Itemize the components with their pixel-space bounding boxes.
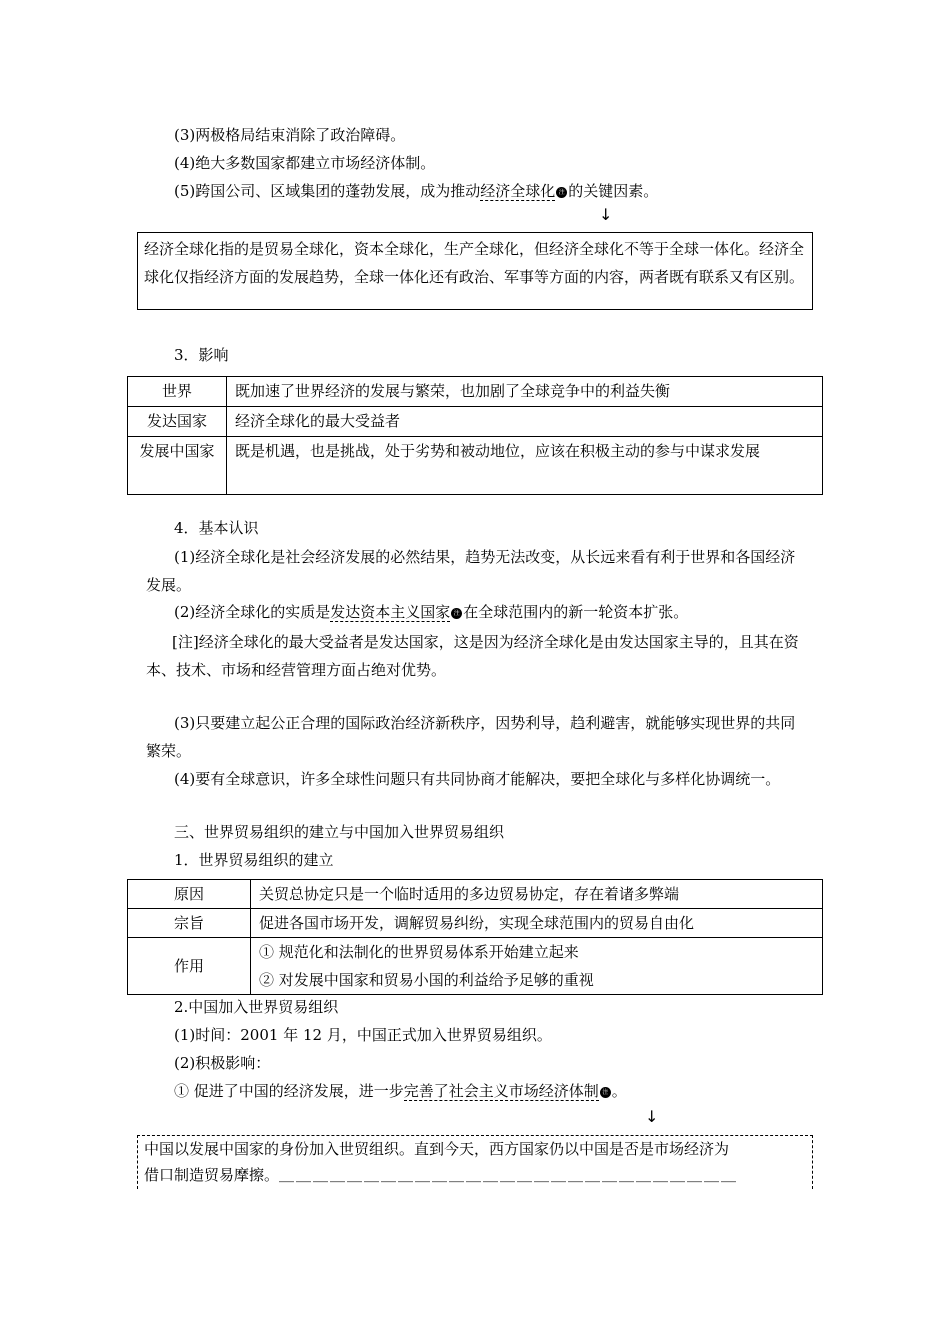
note-badge-icon: 注 — [600, 1087, 611, 1098]
dashed-underline: ＿＿＿＿＿＿＿＿＿＿＿＿＿＿＿＿＿＿＿＿＿＿＿＿＿＿＿ — [279, 1166, 739, 1184]
p2-highlight: 发达资本主义国家 — [330, 603, 451, 621]
note-badge-icon: 注 — [451, 608, 462, 619]
note-line-2-text: 借口制造贸易摩擦。 — [144, 1166, 280, 1184]
item5-highlight: 经济全球化 — [480, 182, 556, 200]
impact1-suffix: 。 — [611, 1082, 627, 1100]
note-line-1: 中国以发展中国家的身份加入世贸组织。直到今天，西方国家仍以中国是否是市场经济为 — [144, 1140, 730, 1158]
section4-p3: (3)只要建立起公正合理的国际政治经济新秩序，因势利导，趋利避害，就能够实现世界的共同繁荣。 — [146, 714, 796, 760]
china-wto-impact-heading: (2)积极影响： — [174, 1054, 271, 1072]
impact1-prefix: ① 促进了中国的经济发展，进一步 — [174, 1082, 404, 1100]
item5-suffix: 的关键因素。 — [568, 182, 659, 200]
row-label: 发展中国家 — [128, 437, 227, 495]
note-box-globalization: 经济全球化指的是贸易全球化，资本全球化，生产全球化，但经济全球化不等于全球一体化。经济全球化仅指经济方面的发展趋势，全球一体化还有政治、军事等方面的内容，两者既有联系又有区别。 — [137, 232, 813, 310]
role-line-2: ② 对发展中国家和贸易小国的利益给予足够的重视 — [259, 971, 594, 989]
list-item-4: (4)绝大多数国家都建立市场经济体制。 — [174, 154, 436, 172]
note-line-2 — [144, 1162, 812, 1188]
role-line-1: ① 规范化和法制化的世界贸易体系开始建立起来 — [259, 943, 579, 961]
row-content: 既是机遇，也是挑战，处于劣势和被动地位，应该在积极主动的参与中谋求发展 — [227, 437, 823, 495]
list-item-3: (3)两极格局结束消除了政治障碍。 — [174, 126, 406, 144]
table-row — [128, 880, 823, 909]
wto-establish-heading: 1．世界贸易组织的建立 — [174, 851, 334, 869]
list-item-5 — [174, 180, 658, 201]
table-row — [128, 437, 823, 495]
section4-note: [注]经济全球化的最大受益者是发达国家，这是因为经济全球化是由发达国家主导的，且其在资本、技术、市场和经营管理方面占绝对优势。 — [146, 633, 799, 679]
row-label: 宗旨 — [128, 909, 251, 938]
note-badge-icon: 注 — [556, 187, 567, 198]
section4-p2 — [174, 601, 688, 622]
row-content: 促进各国市场开发，调解贸易纠纷，实现全球范围内的贸易自由化 — [251, 909, 823, 938]
section-three-heading: 三、世界贸易组织的建立与中国加入世界贸易组织 — [174, 823, 505, 841]
row-content — [251, 938, 823, 995]
row-content: 既加速了世界经济的发展与繁荣，也加剧了全球竞争中的利益失衡 — [227, 377, 823, 407]
note-box-china-wto — [137, 1135, 813, 1189]
section4-p4: (4)要有全球意识，许多全球性问题只有共同协商才能解决，要把全球化与多样化协调统一。 — [174, 770, 781, 788]
table-row — [128, 909, 823, 938]
row-label: 发达国家 — [128, 407, 227, 437]
table-row — [128, 407, 823, 437]
impact-table — [127, 376, 823, 495]
china-wto-impact-1 — [174, 1080, 627, 1101]
row-label: 世界 — [128, 377, 227, 407]
p2-suffix: 在全球范围内的新一轮资本扩张。 — [463, 603, 689, 621]
row-label: 作用 — [128, 938, 251, 995]
p2-prefix: (2)经济全球化的实质是 — [174, 603, 331, 621]
down-arrow-icon: ↓ — [645, 1107, 659, 1126]
china-wto-time: (1)时间：2001 年 12 月，中国正式加入世界贸易组织。 — [174, 1026, 552, 1044]
row-content: 经济全球化的最大受益者 — [227, 407, 823, 437]
row-content: 关贸总协定只是一个临时适用的多边贸易协定，存在着诸多弊端 — [251, 880, 823, 909]
table-row — [128, 938, 823, 995]
china-wto-heading: 2.中国加入世界贸易组织 — [174, 998, 339, 1016]
item5-prefix: (5)跨国公司、区域集团的蓬勃发展，成为推动 — [174, 182, 481, 200]
section-4-heading: 4．基本认识 — [174, 519, 259, 537]
row-label: 原因 — [128, 880, 251, 909]
wto-table — [127, 879, 823, 995]
table-row — [128, 377, 823, 407]
section-3-heading: 3．影响 — [174, 346, 229, 364]
section4-p1: (1)经济全球化是社会经济发展的必然结果，趋势无法改变，从长远来看有利于世界和各国经济发展。 — [146, 548, 796, 594]
down-arrow-icon: ↓ — [599, 205, 613, 224]
impact1-highlight: 完善了社会主义市场经济体制 — [403, 1082, 599, 1100]
